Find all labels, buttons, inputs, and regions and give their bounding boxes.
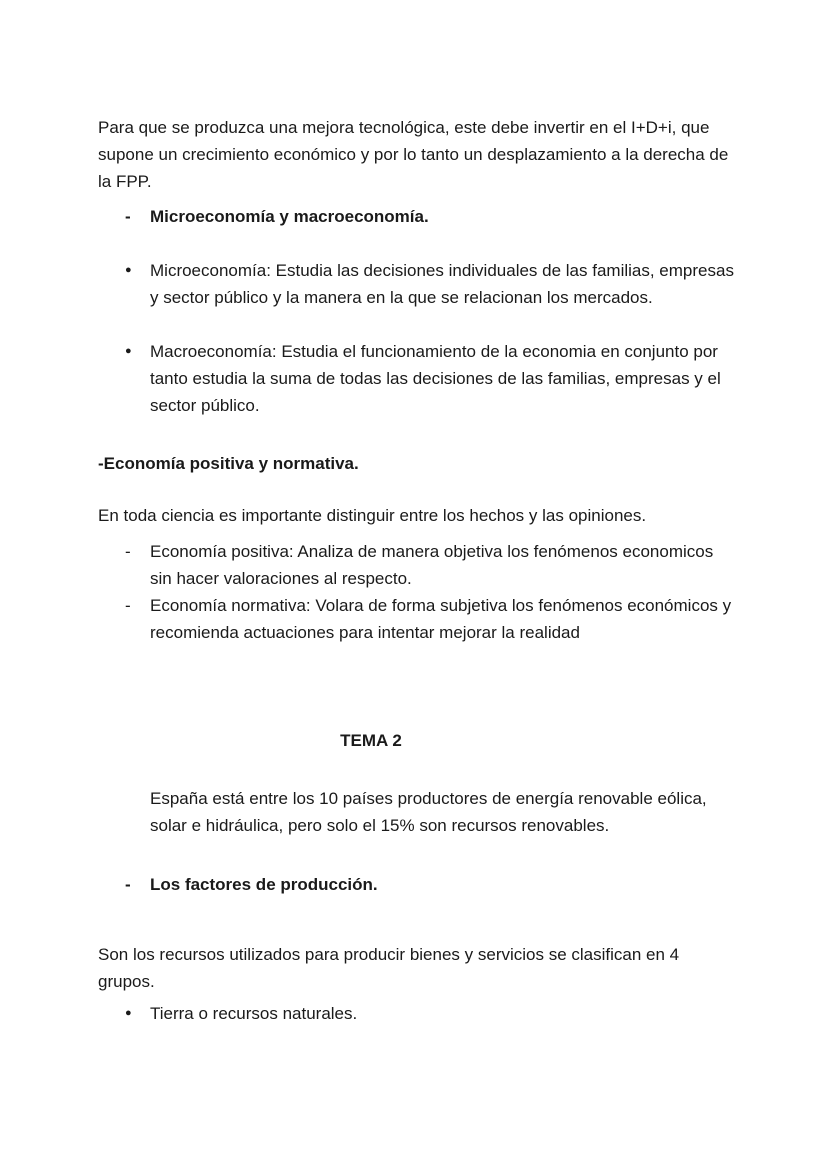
paragraph-espana-energia: España está entre los 10 países productores de energía renovable eólica, solar e hidráulica, pero solo el 15% son recursos renovables. (150, 789, 707, 835)
dash-marker: - (125, 596, 131, 615)
list-item-economia-positiva (98, 538, 734, 592)
list-item-text: Microeconomía y macroeconomía. (150, 207, 429, 226)
list-item-economia-normativa (98, 592, 734, 646)
paragraph-mejora-tecnologica: Para que se produzca una mejora tecnológica, este debe invertir en el I+D+i, que supone un crecimiento económico y por lo tanto un desplazamiento a la derecha de la FPP. (98, 118, 729, 191)
list-item-text: Microeconomía: Estudia las decisiones individuales de las familias, empresas y sector público y la manera en la que se relacionan los mercados. (150, 261, 734, 307)
dash-marker: - (125, 207, 131, 226)
list-item-text: Economía normativa: Volara de forma subjetiva los fenómenos económicos y recomienda actuaciones para intentar mejorar la realidad (150, 596, 732, 642)
list-item-factores-produccion-heading (98, 871, 734, 898)
list-item-macroeconomia (98, 338, 734, 419)
dash-marker: - (125, 875, 131, 894)
paragraph-hechos-opiniones: En toda ciencia es importante distinguir entre los hechos y las opiniones. (98, 506, 647, 525)
list-item-micro-macro-heading (98, 203, 734, 230)
list-item-text: Economía positiva: Analiza de manera objetiva los fenómenos economicos sin hacer valoraciones al respecto. (150, 542, 714, 588)
heading-economia-positiva-normativa: -Economía positiva y normativa. (98, 454, 359, 473)
list-item-text: Tierra o recursos naturales. (150, 1004, 358, 1023)
dash-marker: - (125, 542, 131, 561)
bullet-marker: ● (125, 345, 132, 357)
list-item-tierra-recursos (98, 1000, 734, 1027)
paragraph-recursos-4-grupos: Son los recursos utilizados para producir bienes y servicios se clasifican en 4 grupos. (98, 945, 680, 991)
list-item-text: Macroeconomía: Estudia el funcionamiento de la economia en conjunto por tanto estudia la suma de todas las decisiones de las familias, empresas y el sector público. (150, 342, 721, 415)
bullet-marker: ● (125, 264, 132, 276)
heading-tema-2: TEMA 2 (340, 731, 402, 750)
list-item-microeconomia (98, 257, 734, 311)
bullet-marker: ● (125, 1007, 132, 1019)
list-item-text: Los factores de producción. (150, 875, 378, 894)
